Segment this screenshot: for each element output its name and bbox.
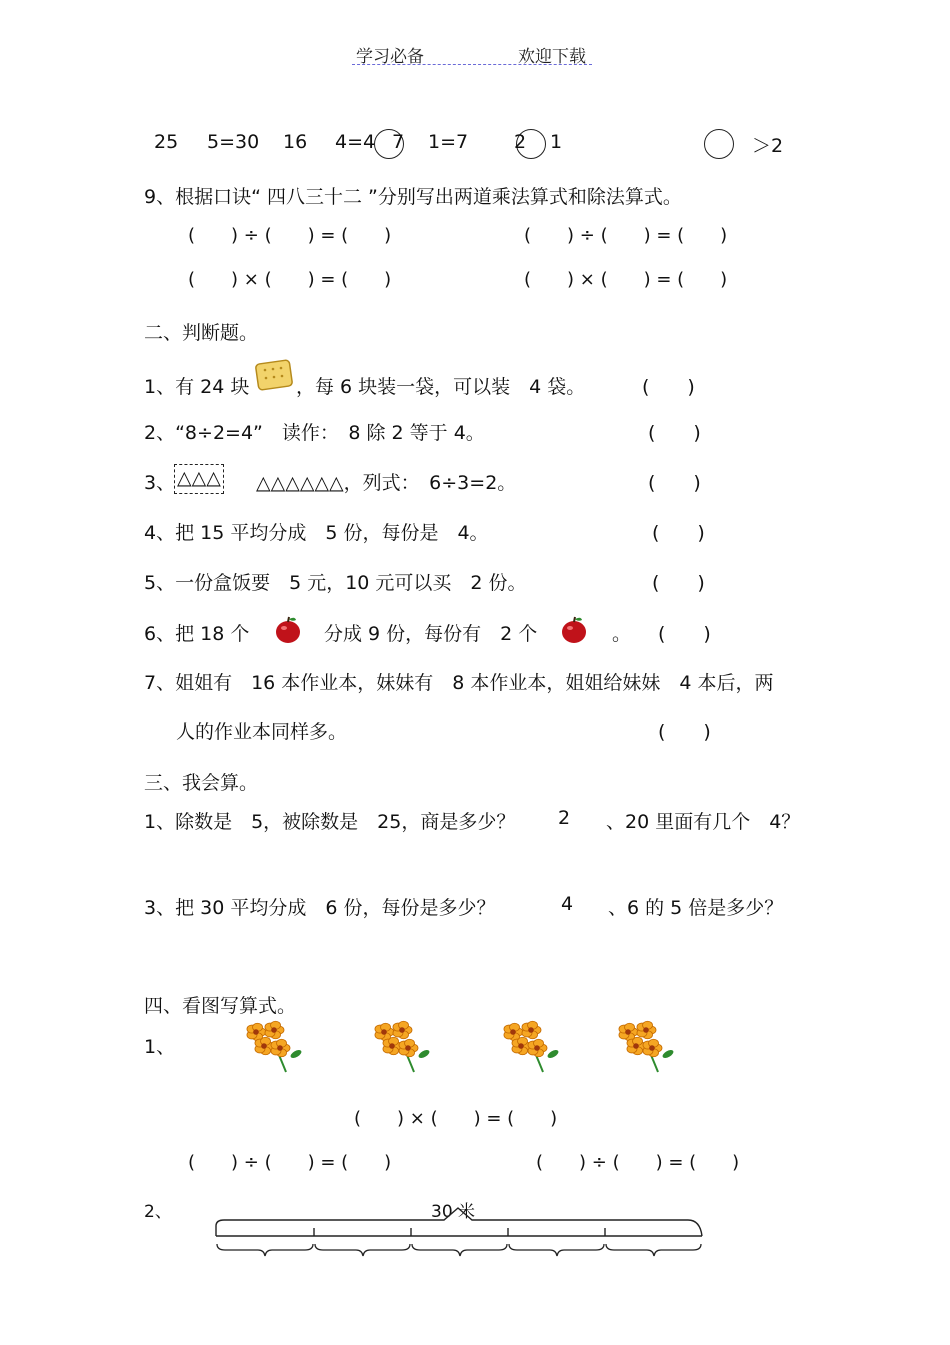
judge-3-post: △△△△△△，列式： 6÷3=2。 [256, 472, 517, 494]
judge-2-bracket[interactable]: ( ) [648, 422, 701, 444]
q9-div-2[interactable]: ( ) ÷ ( ) = ( ) [524, 225, 728, 246]
picture-div-1[interactable]: ( ) ÷ ( ) = ( ) [188, 1152, 392, 1173]
q8-a2: 5=30 [207, 131, 260, 153]
calc-q1: 1、除数是 5，被除数是 25，商是多少？ [144, 811, 516, 833]
judge-1-post: ，每 6 块装一袋，可以装 4 袋。 [296, 376, 586, 398]
judge-3-bracket[interactable]: ( ) [648, 472, 701, 494]
picture-div-2[interactable]: ( ) ÷ ( ) = ( ) [536, 1152, 740, 1173]
section3-title: 三、我会算。 [144, 772, 259, 794]
q8-b2: 4=4 [335, 131, 376, 153]
header-left: 学习必备 [356, 47, 424, 67]
section4-title: 四、看图写算式。 [144, 995, 297, 1017]
section2-title: 二、判断题。 [144, 322, 259, 344]
judge-6-mid: 分成 9 份，每份有 2 个 [324, 623, 538, 645]
calc-q4-num: 4 [561, 893, 574, 915]
header-right: 欢迎下载 [518, 47, 586, 67]
judge-7-text: 7、姐姐有 16 本作业本，妹妹有 8 本作业本，姐姐给妹妹 4 本后，两 [144, 672, 774, 694]
judge-4-bracket[interactable]: ( ) [652, 522, 705, 544]
picture-q2-label: 2、 [144, 1202, 172, 1222]
q8-d2: 1 [550, 131, 563, 153]
q8-b1: 16 [283, 131, 308, 153]
judge-1-bracket[interactable]: ( ) [642, 376, 695, 398]
judge-7-bracket[interactable]: ( ) [658, 721, 711, 743]
judge-5-text: 5、一份盒饭要 5 元，10 元可以买 2 份。 [144, 572, 527, 594]
judge-6-pre: 6、把 18 个 [144, 623, 250, 645]
q9-title: 9、根据口诀“ 四八三十二 ”分别写出两道乘法算式和除法算式。 [144, 186, 682, 208]
length-label: 30 米 [431, 1202, 476, 1222]
q8-d1: 2 [514, 131, 527, 153]
judge-7-text2: 人的作业本同样多。 [176, 721, 348, 743]
q9-mul-2[interactable]: ( ) × ( ) = ( ) [524, 269, 728, 290]
judge-1-pre: 1、有 24 块 [144, 376, 250, 398]
judge-4-text: 4、把 15 平均分成 5 份，每份是 4。 [144, 522, 489, 544]
picture-q1-label: 1、 [144, 1036, 176, 1058]
boxed-triangles: △△△ [174, 464, 224, 494]
judge-3-pre: 3、 [144, 472, 176, 494]
q8-c2: 1=7 [428, 131, 469, 153]
q9-div-1[interactable]: ( ) ÷ ( ) = ( ) [188, 225, 392, 246]
q8-e: ＞2 [752, 135, 784, 157]
picture-mul[interactable]: ( ) × ( ) = ( ) [354, 1108, 558, 1129]
q8-c1: 7 [392, 131, 405, 153]
calc-q3: 3、把 30 平均分成 6 份，每份是多少？ [144, 897, 496, 919]
judge-6-post: 。 [612, 623, 632, 645]
judge-5-bracket[interactable]: ( ) [652, 572, 705, 594]
calc-q2-num: 2 [558, 807, 571, 829]
calc-q2: 、20 里面有几个 4？ [606, 811, 801, 833]
q9-mul-1[interactable]: ( ) × ( ) = ( ) [188, 269, 392, 290]
calc-q4: 、6 的 5 倍是多少？ [608, 897, 784, 919]
q8-a1: 25 [154, 131, 179, 153]
judge-2-text: 2、“8÷2=4” 读作： 8 除 2 等于 4。 [144, 422, 485, 444]
judge-6-bracket[interactable]: ( ) [658, 623, 711, 645]
